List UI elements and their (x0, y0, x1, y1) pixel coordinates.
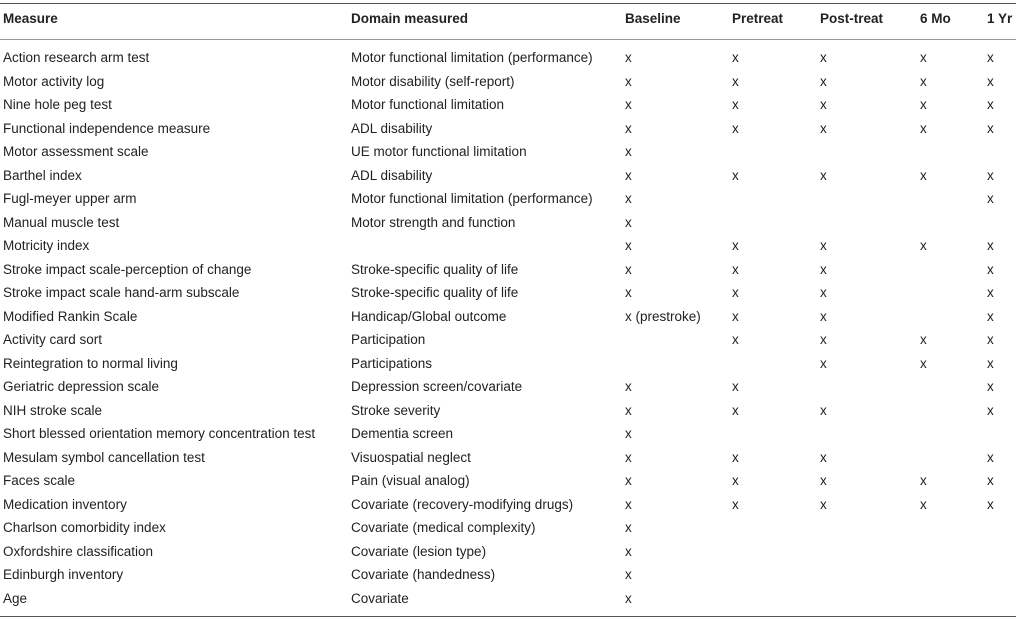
posttreat-cell: x (820, 355, 827, 371)
domain-cell: Stroke-specific quality of life (351, 261, 519, 277)
posttreat-cell: x (820, 97, 827, 112)
header-measure: Measure (3, 11, 58, 26)
posttreat-cell: x (820, 449, 827, 465)
domain-cell: Depression screen/covariate (351, 379, 523, 394)
baseline-cell: x (625, 520, 632, 535)
measure-cell: Reintegration to normal living (3, 355, 178, 371)
header-rule (0, 39, 1016, 40)
one-year-cell: x (987, 473, 994, 488)
measure-cell: Edinburgh inventory (3, 567, 124, 582)
posttreat-cell: x (820, 402, 827, 418)
six-months-cell: x (920, 167, 927, 183)
domain-cell: Motor functional limitation (351, 97, 505, 112)
six-months-cell: x (920, 97, 927, 112)
posttreat-cell: x (820, 120, 827, 136)
domain-cell: Participation (351, 332, 426, 347)
baseline-cell: x (625, 379, 632, 394)
domain-cell: Covariate (recovery-modifying drugs) (351, 496, 574, 512)
table-row (0, 306, 1016, 330)
one-year-cell: x (987, 332, 994, 347)
one-year-cell: x (987, 97, 994, 112)
table-row (0, 165, 1016, 189)
measure-cell: Motor assessment scale (3, 144, 149, 159)
measure-cell: Oxfordshire classification (3, 543, 154, 559)
table-row (0, 353, 1016, 377)
table-row (0, 447, 1016, 471)
baseline-cell: x (625, 50, 632, 65)
header-pretreat: Pretreat (732, 11, 784, 26)
six-months-cell: x (920, 332, 927, 347)
baseline-cell: x (625, 567, 632, 582)
measure-cell: Functional independence measure (3, 120, 211, 136)
table-row (0, 259, 1016, 283)
measure-cell: Stroke impact scale-perception of change (3, 261, 252, 277)
baseline-cell: x (625, 261, 632, 277)
baseline-cell: x (625, 73, 632, 89)
one-year-cell: x (987, 308, 994, 324)
six-months-cell: x (920, 120, 927, 136)
table-row (0, 188, 1016, 212)
one-year-cell: x (987, 355, 994, 371)
measure-cell: Action research arm test (3, 50, 150, 65)
measure-cell: Age (3, 590, 28, 606)
table-row (0, 541, 1016, 565)
posttreat-cell: x (820, 167, 827, 183)
pretreat-cell: x (732, 261, 739, 277)
measure-cell: Nine hole peg test (3, 97, 112, 112)
domain-cell: ADL disability (351, 120, 433, 136)
posttreat-cell: x (820, 285, 827, 300)
measure-cell: Manual muscle test (3, 214, 120, 230)
one-year-cell: x (987, 449, 994, 465)
baseline-cell: x (625, 120, 632, 136)
measure-cell: Charlson comorbidity index (3, 520, 166, 535)
pretreat-cell: x (732, 473, 739, 488)
domain-cell: Dementia screen (351, 426, 454, 441)
header-one-year: 1 Yr (987, 11, 1013, 26)
table-row (0, 494, 1016, 518)
measure-cell: Geriatric depression scale (3, 379, 160, 394)
table-row (0, 118, 1016, 142)
posttreat-cell: x (820, 473, 827, 488)
pretreat-cell: x (732, 120, 739, 136)
posttreat-cell: x (820, 50, 827, 65)
posttreat-cell: x (820, 308, 827, 324)
table-row (0, 423, 1016, 447)
measure-cell: Barthel index (3, 167, 82, 183)
table-row (0, 564, 1016, 588)
table-body (0, 47, 1016, 611)
domain-cell: ADL disability (351, 167, 433, 183)
six-months-cell: x (920, 238, 927, 253)
table-row (0, 94, 1016, 118)
pretreat-cell: x (732, 285, 739, 300)
header-posttreat: Post-treat (820, 11, 884, 26)
table-row (0, 400, 1016, 424)
pretreat-cell: x (732, 496, 739, 512)
pretreat-cell: x (732, 167, 739, 183)
one-year-cell: x (987, 120, 994, 136)
measure-cell: Fugl-meyer upper arm (3, 191, 137, 206)
baseline-cell: x (625, 285, 632, 300)
header-baseline: Baseline (625, 11, 681, 26)
posttreat-cell: x (820, 332, 827, 347)
pretreat-cell: x (732, 238, 739, 253)
one-year-cell: x (987, 73, 994, 89)
one-year-cell: x (987, 402, 994, 418)
one-year-cell: x (987, 50, 994, 65)
six-months-cell: x (920, 73, 927, 89)
baseline-cell: x (625, 238, 632, 253)
table-row (0, 212, 1016, 236)
one-year-cell: x (987, 379, 994, 394)
one-year-cell: x (987, 496, 994, 512)
posttreat-cell: x (820, 73, 827, 89)
measure-cell: Motor activity log (3, 73, 105, 89)
pretreat-cell: x (732, 402, 739, 418)
table-row (0, 588, 1016, 612)
measure-cell: Short blessed orientation memory concentration test (3, 426, 316, 441)
baseline-cell: x (625, 473, 632, 488)
six-months-cell: x (920, 473, 927, 488)
table-row (0, 376, 1016, 400)
baseline-cell: x (625, 144, 632, 159)
table-row (0, 282, 1016, 306)
table-row (0, 517, 1016, 541)
domain-cell: Covariate (medical complexity) (351, 520, 536, 535)
measure-cell: Faces scale (3, 473, 76, 488)
baseline-cell: x (625, 402, 632, 418)
baseline-cell: x (625, 496, 632, 512)
baseline-cell: x (625, 449, 632, 465)
domain-cell: Motor strength and function (351, 214, 516, 230)
baseline-cell: x (625, 590, 632, 606)
table-row (0, 235, 1016, 259)
six-months-cell: x (920, 496, 927, 512)
pretreat-cell: x (732, 308, 739, 324)
domain-cell: Visuospatial neglect (351, 449, 471, 465)
pretreat-cell: x (732, 379, 739, 394)
measure-cell: Mesulam symbol cancellation test (3, 449, 205, 465)
domain-cell: Motor disability (self-report) (351, 73, 515, 89)
domain-cell: Participations (351, 355, 433, 371)
baseline-cell: x (625, 214, 632, 230)
table-row (0, 141, 1016, 165)
table-bottom-rule (0, 616, 1016, 617)
pretreat-cell: x (732, 449, 739, 465)
domain-cell: Pain (visual analog) (351, 473, 470, 488)
measure-cell: Stroke impact scale hand-arm subscale (3, 285, 240, 300)
domain-cell: Motor functional limitation (performance) (351, 50, 593, 65)
domain-cell: Motor functional limitation (performance) (351, 191, 593, 206)
table-row (0, 47, 1016, 71)
measure-cell: Modified Rankin Scale (3, 308, 138, 324)
domain-cell: Stroke-specific quality of life (351, 285, 519, 300)
pretreat-cell: x (732, 73, 739, 89)
posttreat-cell: x (820, 261, 827, 277)
one-year-cell: x (987, 167, 994, 183)
header-six-months: 6 Mo (920, 11, 951, 26)
one-year-cell: x (987, 191, 994, 206)
six-months-cell: x (920, 355, 927, 371)
measure-cell: Medication inventory (3, 496, 127, 512)
one-year-cell: x (987, 238, 994, 253)
posttreat-cell: x (820, 238, 827, 253)
posttreat-cell: x (820, 496, 827, 512)
header-domain: Domain measured (351, 11, 469, 26)
baseline-cell: x (625, 97, 632, 112)
pretreat-cell: x (732, 97, 739, 112)
domain-cell: UE motor functional limitation (351, 144, 527, 159)
baseline-cell: x (625, 426, 632, 441)
six-months-cell: x (920, 50, 927, 65)
table-row (0, 71, 1016, 95)
baseline-cell: x (625, 191, 632, 206)
table-header-row (0, 0, 1016, 39)
domain-cell: Covariate (lesion type) (351, 543, 487, 559)
baseline-cell: x (prestroke) (625, 308, 701, 324)
pretreat-cell: x (732, 332, 739, 347)
one-year-cell: x (987, 261, 994, 277)
measure-cell: NIH stroke scale (3, 402, 103, 418)
one-year-cell: x (987, 285, 994, 300)
domain-cell: Covariate (handedness) (351, 567, 496, 582)
table-row (0, 470, 1016, 494)
measure-cell: Motricity index (3, 238, 90, 253)
domain-cell: Covariate (351, 590, 409, 606)
pretreat-cell: x (732, 50, 739, 65)
baseline-cell: x (625, 543, 632, 559)
domain-cell: Handicap/Global outcome (351, 308, 507, 324)
domain-cell: Stroke severity (351, 402, 441, 418)
baseline-cell: x (625, 167, 632, 183)
measure-cell: Activity card sort (3, 332, 103, 347)
table-row (0, 329, 1016, 353)
